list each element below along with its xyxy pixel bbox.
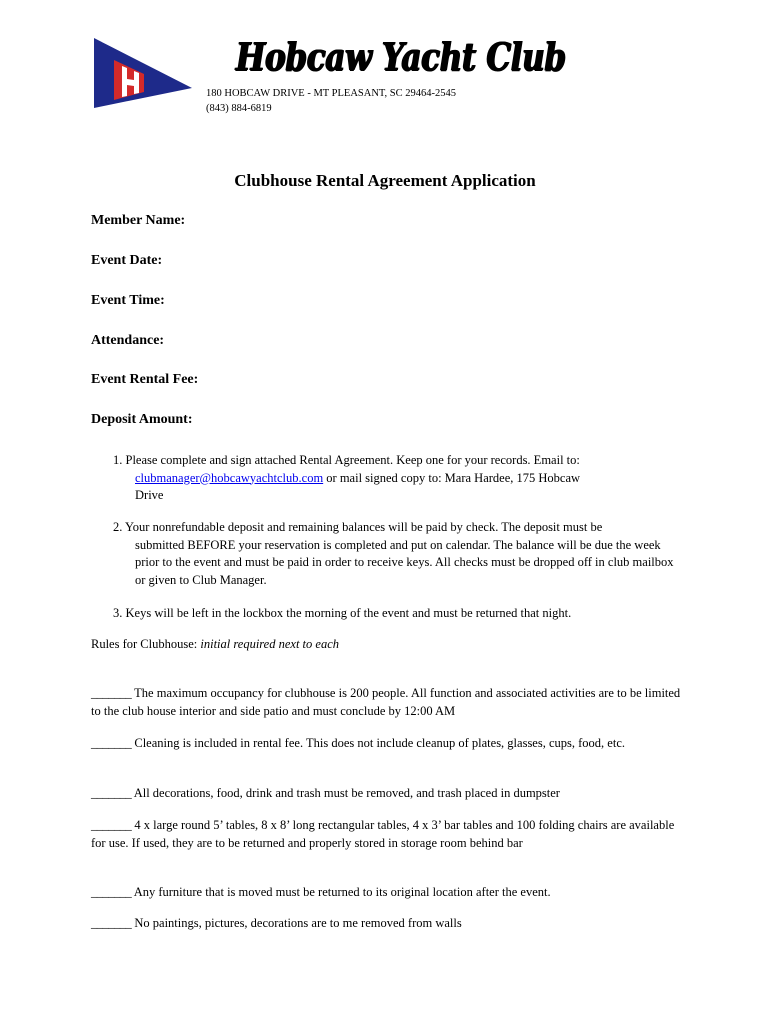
rules-note: initial required next to each (200, 637, 339, 651)
field-member-name: Member Name: (91, 213, 186, 228)
club-name-logo (236, 34, 566, 80)
rule-text: 4 x large round 5’ tables, 8 x 8’ long rectangular tables, 4 x 3’ bar tables and 100 folding chairs are available for use. If used, they are to be returned and properly stored in storage room behind bar (91, 818, 675, 850)
initial-blank[interactable]: _______ (91, 686, 132, 700)
field-event-rental-fee: Event Rental Fee: (91, 372, 199, 387)
instruction-item-3: 3. Keys will be left in the lockbox the morning of the event and must be returned that night. (113, 606, 572, 620)
rule-occupancy (91, 685, 681, 720)
email-link[interactable]: clubmanager@hobcawyachtclub.com (135, 470, 324, 485)
rule-cleaning (91, 735, 681, 753)
field-attendance: Attendance: (91, 333, 165, 348)
rule-text: The maximum occupancy for clubhouse is 200 people. All function and associated activities are to be limited to the club house interior and side patio and must conclude by 12:00 AM (91, 686, 681, 718)
initial-blank[interactable]: _______ (91, 786, 132, 800)
instruction-item-1 (113, 452, 683, 505)
rules-label: Rules for Clubhouse: (91, 637, 198, 651)
item1-mail-text: or mail signed copy to: Mara Hardee, 175 Hobcaw (326, 470, 581, 485)
initial-blank[interactable]: _______ (91, 916, 132, 930)
rule-wall-items (91, 915, 681, 933)
instruction-item-2 (113, 519, 683, 589)
item1-text: 1. Please complete and sign attached Rental Agreement. Keep one for your records. Email to: (113, 453, 580, 467)
initial-blank[interactable]: _______ (91, 885, 132, 899)
rule-furniture (91, 884, 681, 902)
rule-text: All decorations, food, drink and trash must be removed, and trash placed in dumpster (133, 786, 560, 800)
item2-rest: submitted BEFORE your reservation is completed and put on calendar. The balance will be due the week prior to the event and must be paid in order to receive keys. All checks must be dropped off in club mailbox or given to Club Manager. (135, 537, 674, 587)
rule-tables-chairs (91, 817, 681, 852)
initial-blank[interactable]: _______ (91, 818, 132, 832)
rule-text: Cleaning is included in rental fee. This does not include cleanup of plates, glasses, cups, food, etc. (134, 736, 625, 750)
club-address (206, 86, 456, 116)
item2-first-line: 2. Your nonrefundable deposit and remaining balances will be paid by check. The deposit must be (113, 520, 603, 534)
address-street: 180 HOBCAW DRIVE - MT PLEASANT, SC 29464-2545 (206, 88, 457, 99)
address-phone: (843) 884-6819 (206, 103, 272, 114)
page-title: Clubhouse Rental Agreement Application (234, 171, 536, 190)
rules-heading (91, 637, 339, 652)
item1-end-text: Drive (135, 488, 164, 502)
rule-text: Any furniture that is moved must be returned to its original location after the event. (133, 885, 551, 899)
field-event-time: Event Time: (91, 293, 165, 308)
initial-blank[interactable]: _______ (91, 736, 132, 750)
field-event-date: Event Date: (91, 253, 163, 268)
yacht-club-burgee-logo (92, 36, 194, 110)
rule-decorations (91, 785, 681, 803)
field-deposit-amount: Deposit Amount: (91, 412, 193, 427)
club-name-text: Hobcaw Yacht Club (236, 34, 566, 79)
rule-text: No paintings, pictures, decorations are to me removed from walls (134, 916, 462, 930)
